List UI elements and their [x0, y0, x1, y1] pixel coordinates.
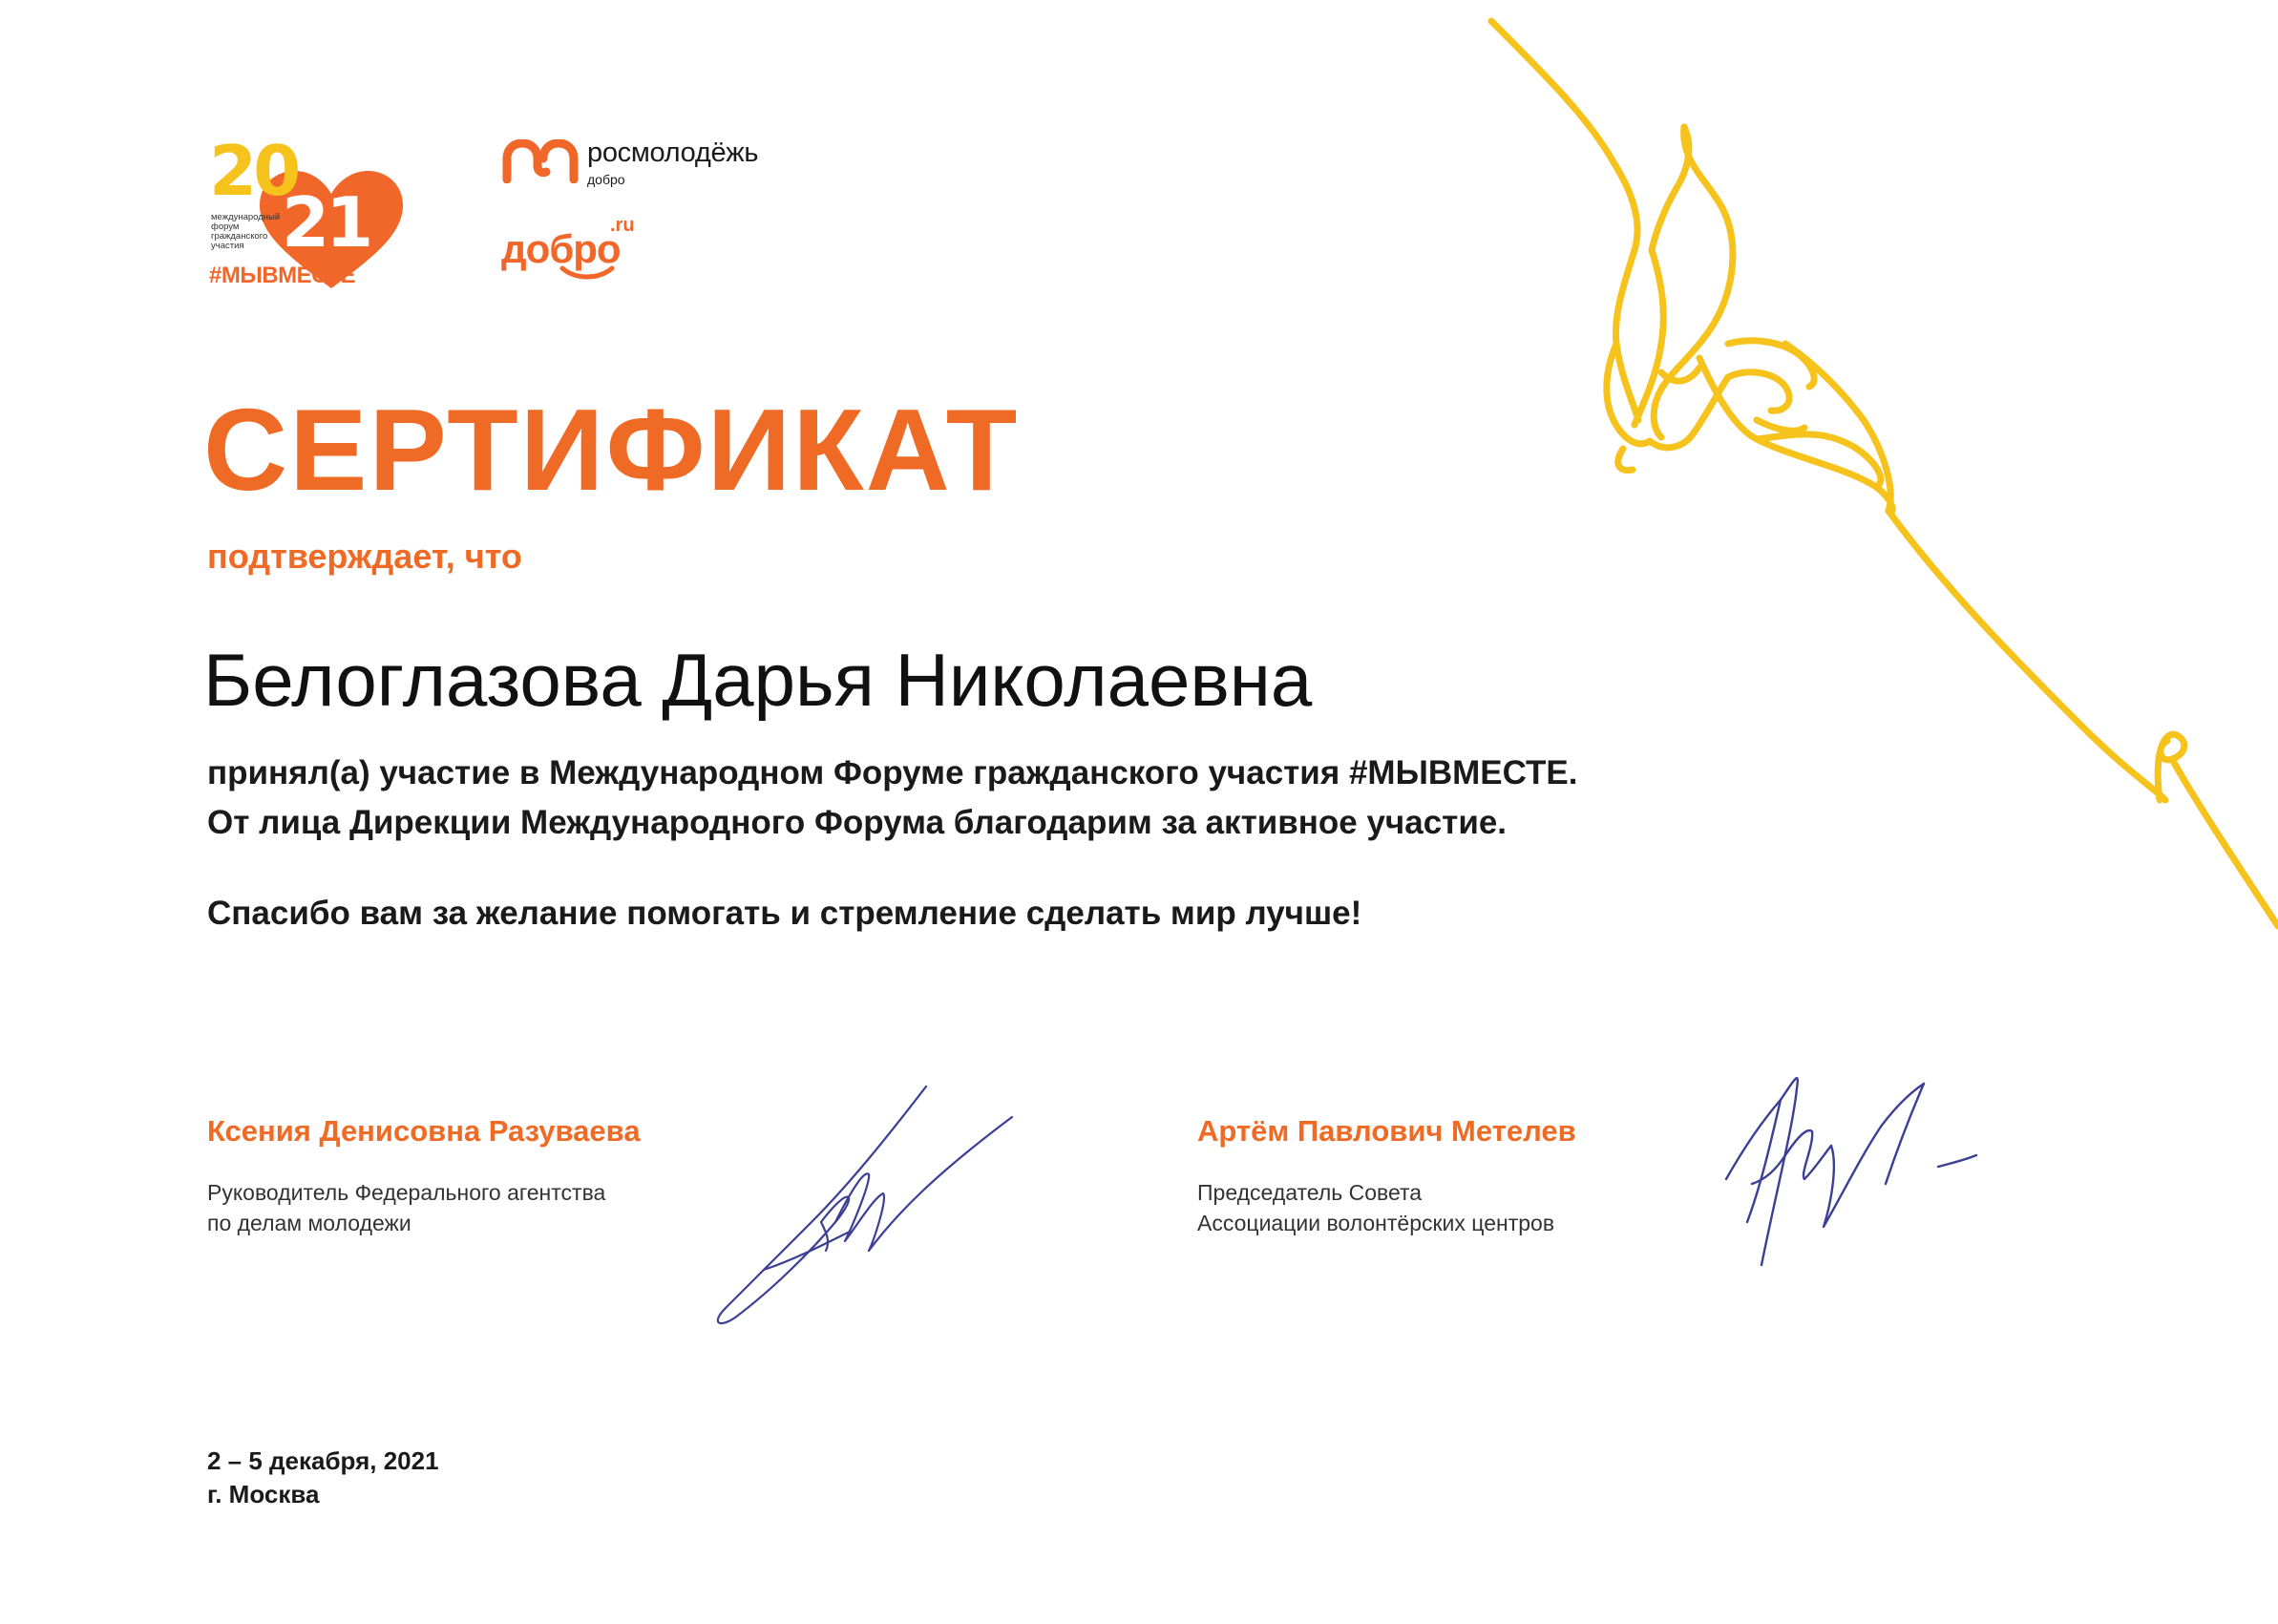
forum-logo [205, 129, 406, 296]
forum-logo-hashtag: #МЫВМЕСТЕ [209, 263, 356, 288]
event-dates: 2 – 5 декабря, 2021 [207, 1446, 439, 1475]
dobro-logo-domain: .ru [610, 215, 635, 236]
signatory-role-line: по делам молодежи [207, 1211, 411, 1235]
signatory-role-line: Ассоциации волонтёрских центров [1197, 1211, 1555, 1235]
smile-arc-icon [559, 264, 616, 282]
certificate-title: СЕРТИФИКАТ [203, 385, 1020, 515]
signatory-name: Артём Павлович Метелев [1197, 1114, 1576, 1148]
dobro-logo [501, 215, 664, 282]
rosmolodezh-name: росмолодёжь [587, 137, 759, 168]
forum-logo-top-number: 20 [209, 131, 298, 211]
forum-logo-caption: международный форум гражданского участия [211, 212, 281, 251]
recipient-name: Белоглазова Дарья Николаевна [203, 638, 1313, 722]
event-city: г. Москва [207, 1480, 320, 1508]
certificate-thanks-line: Спасибо вам за желание помогать и стремление сделать мир лучше! [207, 895, 1362, 932]
certificate-subtitle: подтверждает, что [207, 537, 522, 576]
signatory-role-line: Руководитель Федерального агентства [207, 1180, 606, 1205]
certificate-body-line: принял(а) участие в Международном Форуме гражданского участия #МЫВМЕСТЕ. [207, 754, 1578, 791]
rosmolodezh-logo [501, 134, 816, 191]
signature-2-image [1719, 1060, 1995, 1279]
signatory-role-line: Председатель Совета [1197, 1180, 1423, 1205]
forum-logo-bottom-number: 21 [282, 182, 370, 263]
rosmolodezh-subtitle: добро [587, 172, 625, 187]
signature-1-image [707, 1079, 1022, 1327]
dobro-logo-word: добро [501, 226, 621, 271]
rosmolodezh-logo-icon [501, 139, 580, 183]
certificate-body-line: От лица Дирекции Международного Форума благодарим за активное участие. [207, 804, 1508, 841]
signatory-name: Ксения Денисовна Разуваева [207, 1114, 641, 1148]
